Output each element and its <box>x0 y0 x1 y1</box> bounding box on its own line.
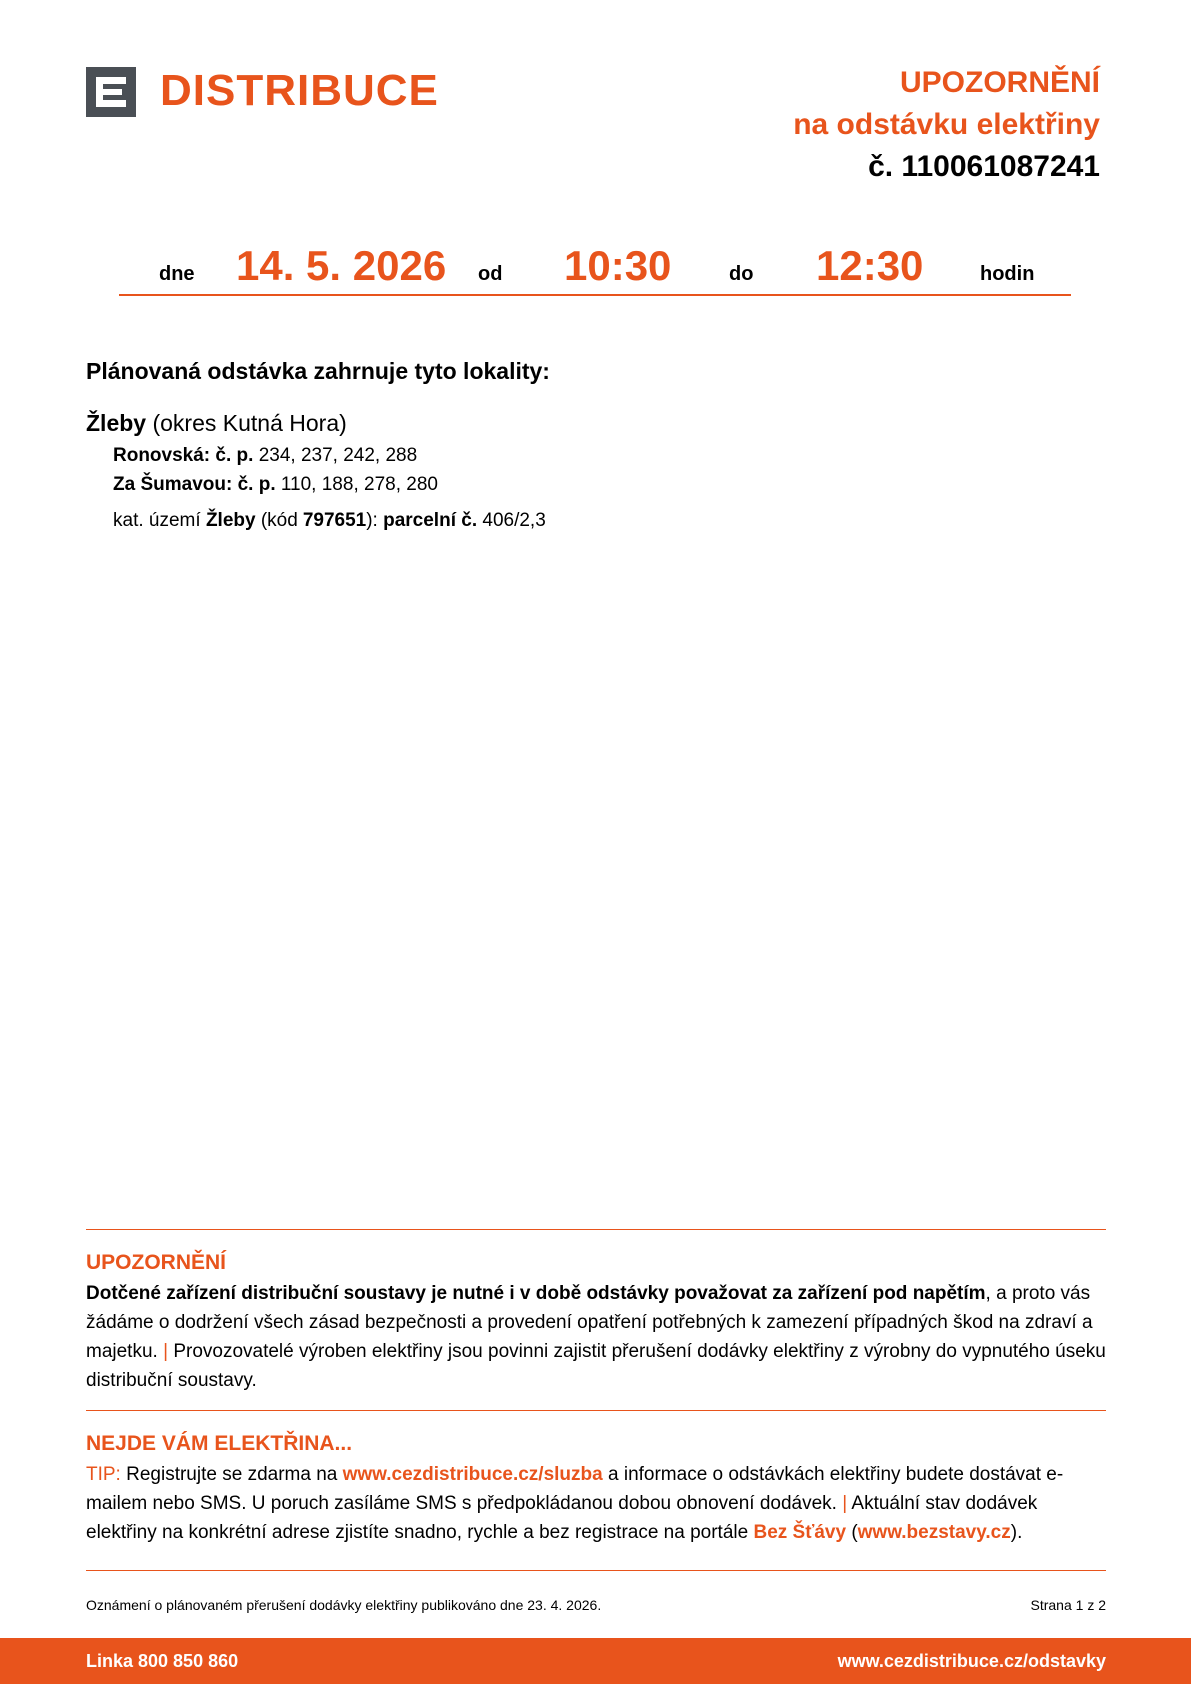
separator: | <box>163 1341 169 1362</box>
paren-open: ( <box>851 1522 858 1543</box>
tip-text <box>86 1460 1110 1547</box>
warning-bold-text: Dotčené zařízení distribuční soustavy je nutné i v době odstávky považovat za zařízení pod napětím <box>86 1283 986 1304</box>
cadastre-code: 797651 <box>302 510 367 531</box>
date-label: dne <box>159 263 195 285</box>
tip-label: TIP: <box>86 1464 121 1485</box>
warning-text-part1: , a proto vás žádáme o dodržení všech zásad bezpečnosti a provedení opatření potřebných k zamezení případných škod na zdraví a majetku. <box>86 1283 1093 1362</box>
parcel-numbers: 406/2,3 <box>482 510 546 531</box>
house-numbers: 234, 237, 242, 288 <box>258 445 418 466</box>
footer-bar <box>0 1638 1191 1684</box>
house-number-label: č. p. <box>215 445 254 466</box>
outage-date: 14. 5. 2026 <box>236 242 447 289</box>
service-link[interactable]: www.cezdistribuce.cz/sluzba <box>342 1464 603 1485</box>
from-time: 10:30 <box>564 242 672 289</box>
cadastre-code-open: (kód <box>260 510 298 531</box>
street-name: Ronovská: <box>113 445 211 466</box>
notice-title <box>793 62 1100 188</box>
divider <box>86 1410 1106 1411</box>
tip-text-part2: a informace o odstávkách elektřiny budete dostávat e-mailem nebo SMS. U poruch zasíláme SMS s předpokládanou dobou obnovení dodávek. <box>86 1464 1064 1514</box>
from-label: od <box>478 263 503 285</box>
town-name: Žleby <box>86 410 147 436</box>
brand-name: DISTRIBUCE <box>160 66 439 115</box>
tip-text-part3: Aktuální stav dodávek elektřiny na konkrétní adrese zjistíte snadno, rychle a bez registrace na portále <box>86 1493 1038 1543</box>
unit-label: hodin <box>980 263 1035 285</box>
cez-logo-icon <box>86 67 136 117</box>
bezstavy-link[interactable]: www.bezstavy.cz <box>857 1522 1011 1543</box>
divider <box>86 1229 1106 1230</box>
warning-title: UPOZORNĚNÍ <box>86 1251 227 1274</box>
to-label: do <box>729 263 754 285</box>
tip-text-part1: Registrujte se zdarma na <box>126 1464 338 1485</box>
publication-note: Oznámení o plánovaném přerušení dodávky elektřiny publikováno dne 23. 4. 2026. <box>86 1597 602 1613</box>
town-district: (okres Kutná Hora) <box>152 410 347 436</box>
notice-title-line2: na odstávku elektřiny <box>793 108 1100 141</box>
hotline: Linka 800 850 860 <box>86 1651 239 1671</box>
cadastre-prefix: kat. území <box>113 510 201 531</box>
warning-text-part2: Provozovatelé výroben elektřiny jsou povinni zajistit přerušení dodávky elektřiny z výrobny do vypnutého úseku distribuční soustavy. <box>86 1341 1106 1391</box>
portal-name: Bez Šťávy <box>753 1522 847 1543</box>
notice-title-line1: UPOZORNĚNÍ <box>899 66 1100 99</box>
town-line <box>86 410 347 437</box>
street-name: Za Šumavou: <box>113 474 233 495</box>
cadastre-name: Žleby <box>205 510 256 531</box>
house-numbers: 110, 188, 278, 280 <box>280 474 438 495</box>
page-number: Strana 1 z 2 <box>1030 1597 1106 1613</box>
to-time: 12:30 <box>816 242 924 289</box>
notice-number: č. 110061087241 <box>868 150 1100 183</box>
locations-heading: Plánovaná odstávka zahrnuje tyto lokality: <box>86 358 550 384</box>
house-number-label: č. p. <box>237 474 276 495</box>
street-line <box>113 474 438 496</box>
separator: | <box>842 1493 848 1514</box>
outage-schedule <box>119 242 1071 296</box>
cadastre-line <box>113 510 546 532</box>
tip-title: NEJDE VÁM ELEKTŘINA... <box>86 1432 353 1455</box>
cadastre-code-close: ): <box>366 510 378 531</box>
parcel-label: parcelní č. <box>383 510 478 531</box>
outages-website-link[interactable]: www.cezdistribuce.cz/odstavky <box>837 1651 1106 1671</box>
divider <box>86 1570 1106 1571</box>
warning-text <box>86 1279 1110 1395</box>
street-line <box>113 445 417 467</box>
paren-close: ). <box>1010 1522 1023 1543</box>
